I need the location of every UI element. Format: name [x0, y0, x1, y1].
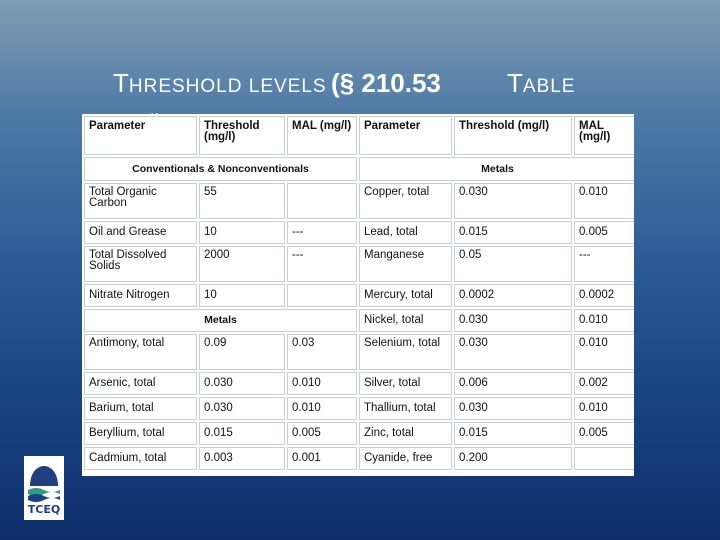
header-threshold-right: Threshold (mg/l) [454, 116, 572, 155]
cell-mal [287, 284, 357, 307]
cell-parameter: Nitrate Nitrogen [84, 284, 197, 307]
cell-threshold: 0.030 [199, 397, 285, 420]
table-row [84, 422, 634, 445]
table-row [84, 334, 634, 370]
title-section-ref: (§ 210.53 [331, 68, 441, 98]
cell-threshold: 0.030 [199, 372, 285, 395]
table-header-row [84, 116, 634, 155]
cell-mal: 0.002 [574, 372, 634, 395]
cell-parameter: Silver, total [359, 372, 452, 395]
table-row [84, 284, 634, 307]
title-table-rest: ABLE [522, 76, 576, 97]
cell-mal: 0.0002 [574, 284, 634, 307]
table-row [84, 309, 634, 332]
cell-parameter: Cadmium, total [84, 447, 197, 470]
cell-threshold: 2000 [199, 246, 285, 282]
table-row [84, 447, 634, 470]
cell-parameter: Cyanide, free [359, 447, 452, 470]
cell-parameter: Beryllium, total [84, 422, 197, 445]
cell-parameter: Barium, total [84, 397, 197, 420]
section-conventionals: Conventionals & Nonconventionals [84, 157, 357, 181]
title-table-initial: T [507, 68, 523, 98]
cell-threshold: 0.015 [454, 422, 572, 445]
cell-threshold: 0.006 [454, 372, 572, 395]
cell-parameter: Nickel, total [359, 309, 452, 332]
cell-parameter: Oil and Grease [84, 221, 197, 244]
title-initial: T [113, 68, 129, 98]
title-rest: HRESHOLD LEVELS [128, 76, 327, 97]
cell-mal: 0.010 [574, 183, 634, 219]
cell-threshold: 0.09 [199, 334, 285, 370]
cell-parameter: Total Dissolved Solids [84, 246, 197, 282]
cell-mal: 0.03 [287, 334, 357, 370]
logo-wordmark: TCEQ [25, 503, 63, 516]
cell-threshold: 0.030 [454, 334, 572, 370]
title-line-1 [113, 68, 441, 99]
cell-mal: 0.010 [574, 334, 634, 370]
table-row [84, 183, 634, 219]
cell-mal: 0.010 [287, 372, 357, 395]
cell-threshold: 0.0002 [454, 284, 572, 307]
cell-parameter: Manganese [359, 246, 452, 282]
cell-parameter: Selenium, total [359, 334, 452, 370]
header-parameter-left: Parameter [84, 116, 197, 155]
title-table-word [507, 68, 575, 99]
cell-parameter: Total Organic Carbon [84, 183, 197, 219]
cell-parameter: Mercury, total [359, 284, 452, 307]
cell-mal: --- [574, 246, 634, 282]
cell-mal: 0.005 [574, 422, 634, 445]
cell-mal: 0.010 [574, 309, 634, 332]
cell-threshold: 0.015 [199, 422, 285, 445]
cell-mal [287, 183, 357, 219]
cell-mal: 0.010 [287, 397, 357, 420]
table-row [84, 372, 634, 395]
cell-parameter: Thallium, total [359, 397, 452, 420]
cell-mal: --- [287, 246, 357, 282]
section-metals-right: Metals [359, 157, 634, 181]
cell-parameter: Arsenic, total [84, 372, 197, 395]
cell-parameter: Copper, total [359, 183, 452, 219]
cell-mal: 0.001 [287, 447, 357, 470]
cell-threshold: 0.003 [199, 447, 285, 470]
threshold-table-container [82, 114, 634, 476]
cell-threshold: 0.200 [454, 447, 572, 470]
cell-threshold: 0.030 [454, 309, 572, 332]
threshold-levels-table [82, 114, 634, 472]
header-mal-left: MAL (mg/l) [287, 116, 357, 155]
cell-mal [574, 447, 634, 470]
cell-threshold: 10 [199, 221, 285, 244]
cell-threshold: 0.05 [454, 246, 572, 282]
cell-threshold: 0.015 [454, 221, 572, 244]
cell-threshold: 10 [199, 284, 285, 307]
section-metals-left: Metals [84, 309, 357, 332]
section-row-1 [84, 157, 634, 181]
cell-parameter: Lead, total [359, 221, 452, 244]
cell-threshold: 0.030 [454, 397, 572, 420]
cell-mal: --- [287, 221, 357, 244]
cell-mal: 0.010 [574, 397, 634, 420]
cell-threshold: 0.030 [454, 183, 572, 219]
cell-threshold: 55 [199, 183, 285, 219]
header-mal-right: MAL (mg/l) [574, 116, 634, 155]
cell-parameter: Zinc, total [359, 422, 452, 445]
cell-mal: 0.005 [287, 422, 357, 445]
table-row [84, 246, 634, 282]
header-threshold-left: Threshold (mg/l) [199, 116, 285, 155]
table-row [84, 397, 634, 420]
table-row [84, 221, 634, 244]
cell-parameter: Antimony, total [84, 334, 197, 370]
header-parameter-right: Parameter [359, 116, 452, 155]
cell-mal: 0.005 [574, 221, 634, 244]
